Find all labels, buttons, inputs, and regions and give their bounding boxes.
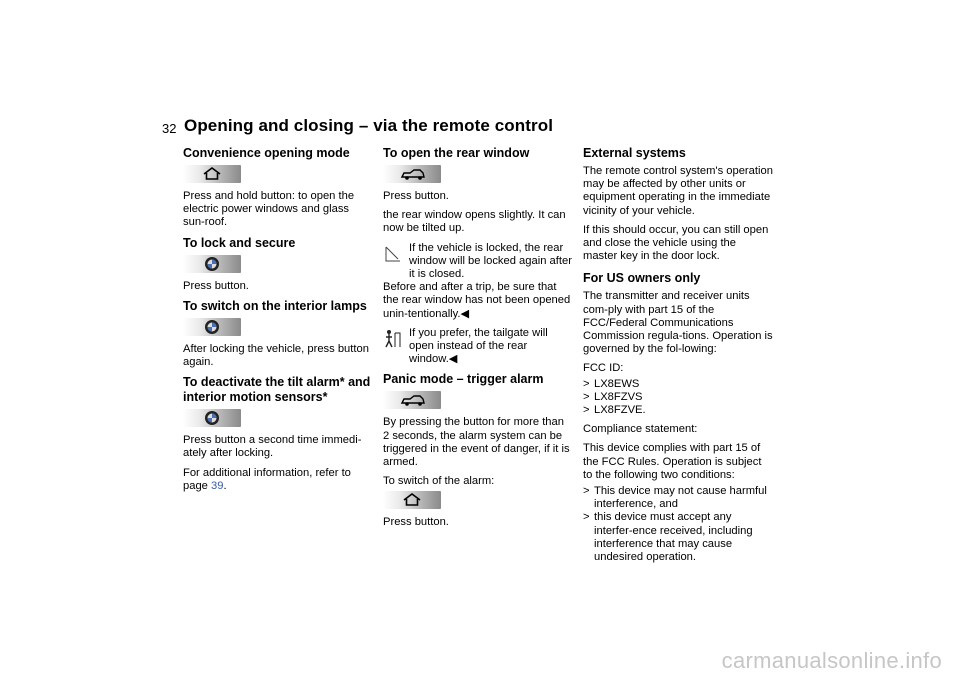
compliance-text: This device complies with part 15 of the FCC Rules. Operation is subject to the following two conditions: (583, 442, 762, 481)
note-tailgate-text: If you prefer, the tailgate will open instead of the rear window.◀ (409, 326, 548, 366)
heading-panic-mode: Panic mode – trigger alarm (383, 372, 544, 387)
tilt-alarm-reference (183, 467, 373, 493)
note-locked-trip: Before and after a trip, be sure that the rear window has not been opened unin-tentionally.◀ (383, 281, 571, 320)
heading-us-owners: For US owners only (583, 271, 701, 286)
bmw-logo-button-icon (183, 255, 241, 273)
list-item: > this device must accept any interfer-ence received, including interference that may cause undesired operation. (583, 511, 773, 564)
list-item: > This device may not cause harmful interference, and (583, 485, 773, 511)
external-text2: If this should occur, you can still open and close the vehicle using the master key in the door lock. (583, 223, 769, 263)
conditions-list (583, 485, 773, 564)
rear-window-text1: Press button. (383, 190, 449, 202)
car-button-icon (383, 391, 441, 409)
fcc-id-list (583, 378, 773, 418)
convenience-text: Press and hold button: to open the electric power windows and glass sun-roof. (183, 190, 355, 229)
heading-lock-secure: To lock and secure (183, 235, 296, 250)
lock-text: Press button. (183, 279, 249, 292)
heading-external-systems: External systems (583, 146, 686, 160)
house-button-icon (183, 165, 241, 183)
heading-convenience-opening: Convenience opening mode (183, 146, 350, 160)
panic-text1: By pressing the button for more than 2 seconds, the alarm system can be triggered in the event of danger, if it is armed. (383, 416, 570, 469)
note-arrow-icon (383, 244, 403, 264)
panic-text2: To switch of the alarm: (383, 475, 495, 488)
fcc-label: FCC ID: (583, 362, 624, 375)
list-item: > LX8FZVS (583, 391, 773, 404)
column-right (583, 146, 773, 570)
external-text1: The remote control system's operation may be affected by other units or equipment operating in the immediate vicinity of your vehicle. (583, 165, 773, 217)
list-item: > LX8EWS (583, 378, 773, 391)
list-item: > LX8FZVE. (583, 404, 773, 417)
reference-prefix: For additional information, refer to page (183, 466, 351, 492)
bmw-logo-button-icon (183, 318, 241, 336)
watermark: carmanualsonline.info (721, 648, 942, 673)
page-link[interactable]: 39 (211, 479, 224, 492)
tilt-alarm-text: Press button a second time immedi-ately after locking. (183, 434, 362, 460)
heading-interior-lamps: To switch on the interior lamps (183, 298, 367, 313)
page-number: 32 (162, 121, 177, 136)
panic-text3: Press button. (383, 516, 449, 529)
compliance-label: Compliance statement: (583, 423, 698, 436)
note-locked (383, 242, 573, 321)
car-button-icon (383, 165, 441, 183)
us-owners-text: The transmitter and receiver units com-ply with part 15 of the FCC/Federal Communications Commission regula-tions. Operation is governed by the fol-lowing: (583, 290, 773, 356)
note-locked-continued: it is closed. (409, 268, 465, 281)
person-vehicle-icon (383, 329, 403, 349)
reference-suffix: . (223, 479, 227, 492)
house-button-icon (383, 491, 441, 509)
note-locked-text: If the vehicle is locked, the rear window will be locked again after (409, 241, 572, 267)
page-title: Opening and closing – via the remote control (184, 116, 554, 135)
heading-rear-window: To open the rear window (383, 146, 530, 160)
heading-tilt-alarm: To deactivate the tilt alarm* and interior motion sensors* (183, 375, 371, 405)
column-middle (383, 146, 573, 536)
note-tailgate (383, 327, 573, 367)
rear-window-text2: the rear window opens slightly. It can now be tilted up. (383, 209, 566, 235)
column-left (183, 146, 373, 499)
interior-lamps-text: After locking the vehicle, press button again. (183, 342, 369, 369)
bmw-logo-button-icon (183, 409, 241, 427)
